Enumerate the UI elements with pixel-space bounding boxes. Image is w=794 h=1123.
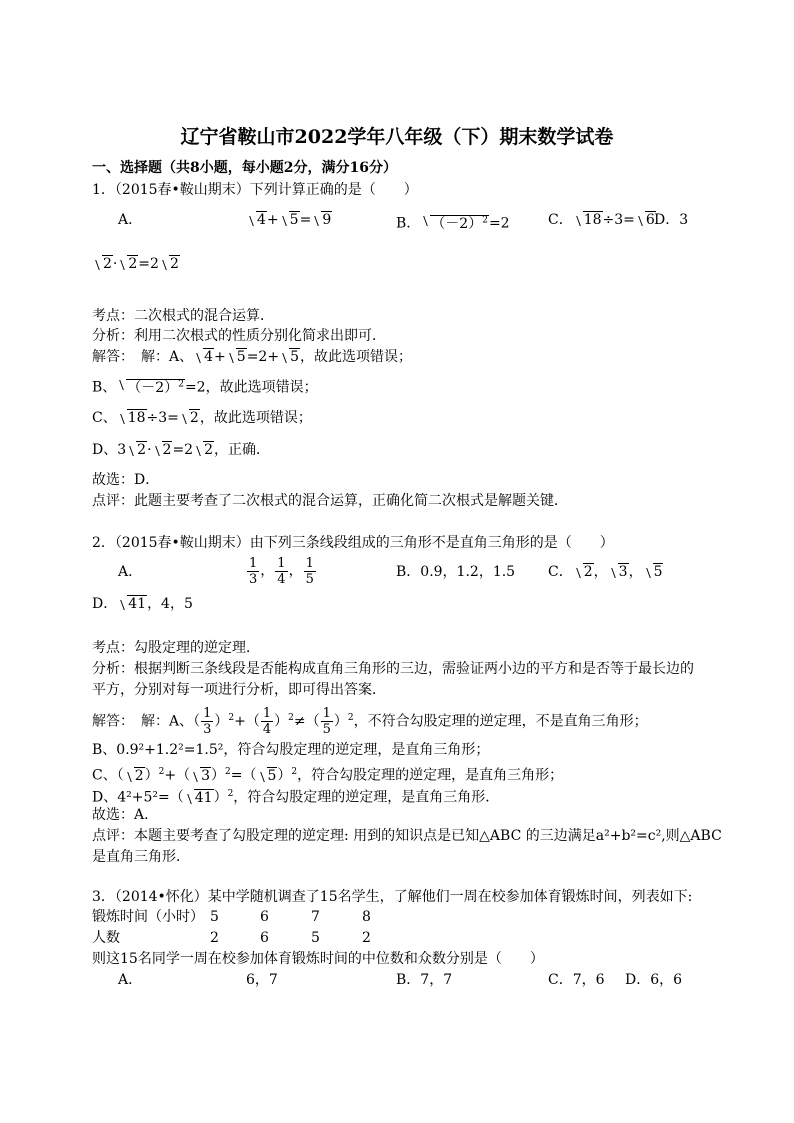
section-heading: 一、选择题（共8小题，每小题2分，满分16分） [92, 160, 397, 176]
q3-option-d: D．6，6 [625, 972, 683, 988]
q3-table-cell: 7 [311, 909, 320, 925]
q1-option-c: C． 18÷3= 6 [548, 212, 655, 228]
q1-option-a-label: A． [118, 212, 143, 228]
q3-table-cell: 6 [260, 909, 269, 925]
q2-jieda-c: C、（ 2）$^2$+（ 3）$^2$=（ 5）$^2$，符合勾股定理的逆定理，是直角三角形； [92, 767, 564, 784]
q3-question: 则这15名同学一周在校参加体育锻炼时间的中位数和众数分别是（ ） [92, 951, 544, 967]
q2-option-b: B．0.9，1.2，1.5 [396, 564, 516, 580]
q2-fenxi-1: 分析：根据判断三条线段是否能构成直角三角形的三边，需验证两小边的平方和是否等于最长边的 [92, 661, 694, 677]
q2-jieda: 解答： 解：A、（ $\frac{1}{3}$ ）$^2$+（ $\frac{1}{4}$ ）$^2$≠（ $\frac{1}{5}$ ）$^2$，不符合勾股定理的逆定理，不是直角三角形； [92, 706, 648, 738]
q2-jieda-d: D、4²+5²=（ 41）$^2$，符合勾股定理的逆定理，是直角三角形． [92, 789, 500, 806]
q2-jieda-b: B、0.9²+1.2²=1.5²，符合勾股定理的逆定理，是直角三角形； [92, 742, 490, 758]
q2-option-a-label: A． [118, 564, 143, 580]
q2-stem: 2．（2015春•鞍山期末）由下列三条线段组成的三角形不是直角三角形的是（ ） [92, 535, 614, 551]
q3-table-cell: 2 [210, 930, 219, 946]
q2-kaodian: 考点：勾股定理的逆定理． [92, 640, 260, 656]
q2-fenxi-2: 平方，分别对每一项进行分析，即可得出答案． [92, 682, 386, 698]
q1-option-b: B． $(-2)^2=2$ [396, 210, 510, 234]
q3-stem: 3．（2014•怀化）某中学随机调查了15名学生，了解他们一周在校参加体育锻炼时间，列表如下: [92, 889, 693, 905]
q1-option-d-math: 2· 2=2 2 [92, 254, 180, 274]
q2-option-c: C． 2， 3， 5 [548, 564, 663, 580]
q3-option-a-value: 6，7 [246, 972, 278, 988]
q1-jieda: 解答： 解：A、 4+ 5=2+ 5，故此选项错误； [92, 349, 412, 365]
q1-kaodian: 考点：二次根式的混合运算． [92, 308, 274, 324]
q3-table-cell: 8 [362, 909, 371, 925]
q3-table-header-count: 人数 [92, 930, 120, 946]
q2-comment-2: 是直角三角形． [92, 849, 190, 865]
q3-table-cell: 2 [362, 930, 371, 946]
q1-option-d-label: D．3 [654, 212, 689, 228]
q1-jieda-b: B、 $(-2)^2=2$，故此选项错误； [92, 374, 318, 398]
q2-option-a-math: $\frac{1}{3}$ ， $\frac{1}{4}$ ， $\frac{1}{5}$ [249, 555, 314, 587]
q3-table-cell: 5 [210, 909, 219, 925]
q3-table-cell: 6 [260, 930, 269, 946]
q3-table-cell: 5 [311, 930, 320, 946]
q2-comment-1: 点评：本题主要考查了勾股定理的逆定理: 用到的知识点是已知△ABC 的三边满足a²+b²=c²,则△ABC [92, 828, 722, 844]
q1-jieda-c: C、 18÷3= 2，故此选项错误； [92, 410, 312, 426]
q3-option-a-label: A． [118, 972, 143, 988]
q3-table-header-time: 锻炼时间（小时） [92, 909, 204, 925]
q2-answer: 故选：A． [92, 807, 159, 823]
q1-option-a-math: 4+ 5= 9 [246, 210, 332, 230]
q1-jieda-d: D、3 2· 2=2 2，正确． [92, 442, 270, 458]
q3-option-b: B．7，7 [396, 972, 453, 988]
q3-option-c: C．7，6 [548, 972, 605, 988]
q2-option-d: D． 41，4，5 [92, 596, 193, 612]
q1-answer: 故选：D． [92, 472, 160, 488]
q1-fenxi: 分析：利用二次根式的性质分别化简求出即可． [92, 328, 386, 344]
q1-stem: 1．（2015春•鞍山期末）下列计算正确的是（ ） [92, 182, 418, 198]
page-title: 辽宁省鞍山市2022学年八年级（下）期末数学试卷 [180, 126, 614, 148]
q1-comment: 点评：此题主要考查了二次根式的混合运算，正确化简二次根式是解题关键． [92, 493, 568, 509]
